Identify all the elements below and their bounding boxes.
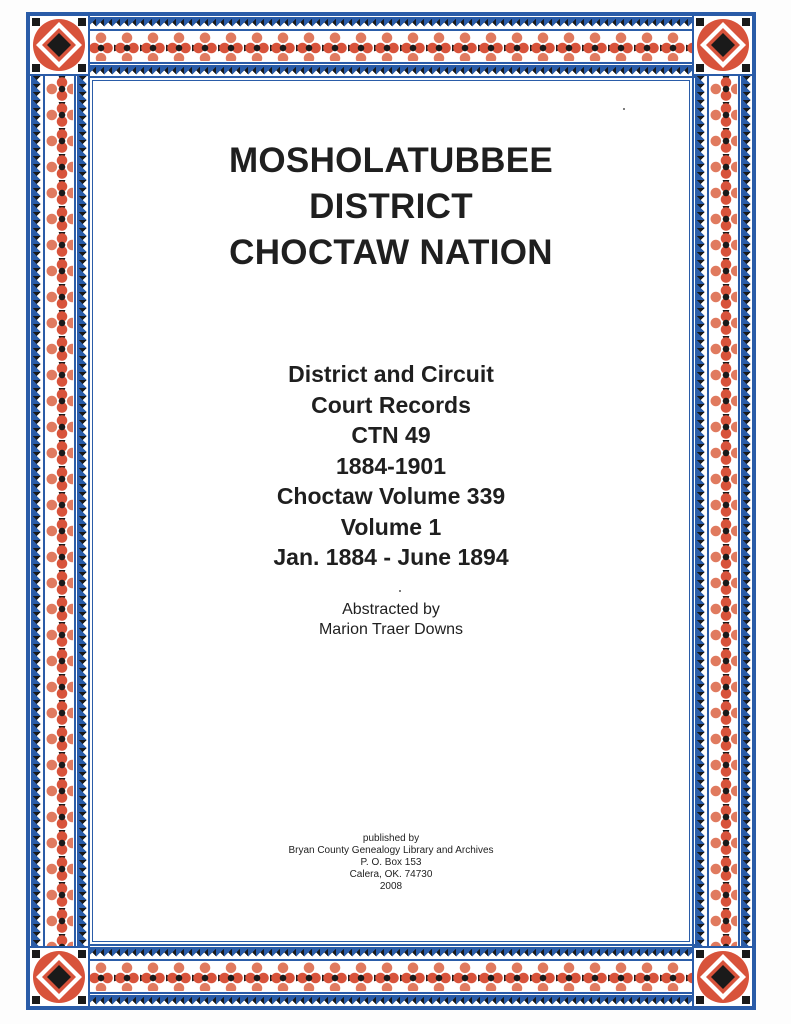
author-credit [92, 600, 690, 640]
publisher-line: published by [362, 833, 420, 844]
subtitle-line: Court Records [311, 391, 471, 418]
publisher-line: 2008 [379, 881, 403, 892]
quilt-corner-block-icon [692, 946, 754, 1008]
subtitle-line: Volume 1 [340, 513, 442, 540]
bottom-quilt-border [88, 944, 696, 1008]
abstracted-by-label: Abstracted by [342, 601, 440, 618]
page-title [92, 138, 690, 276]
subtitle-line: 1884-1901 [336, 452, 446, 479]
publisher-line: Bryan County Genealogy Library and Archives [288, 845, 494, 856]
title-line: MOSHOLATUBBEE [228, 141, 554, 180]
scan-speck [399, 590, 401, 592]
subtitle-block [92, 359, 690, 573]
publisher-line: P. O. Box 153 [360, 857, 422, 868]
quilt-corner-block-icon [28, 946, 90, 1008]
left-quilt-border [28, 76, 90, 946]
subtitle-line: Choctaw Volume 339 [276, 483, 506, 509]
subtitle-line: District and Circuit [288, 361, 494, 387]
quilt-corner-block-icon [692, 14, 754, 76]
publisher-line: Calera, OK. 74730 [349, 869, 433, 880]
right-quilt-border [692, 76, 754, 946]
subtitle-line: Jan. 1884 - June 1894 [273, 544, 509, 570]
subtitle-line: CTN 49 [351, 422, 431, 448]
title-line: DISTRICT [309, 187, 473, 226]
publisher-info [92, 833, 690, 893]
scan-speck [623, 108, 625, 110]
author-name: Marion Traer Downs [318, 621, 464, 638]
top-quilt-border [88, 14, 696, 78]
quilt-corner-block-icon [28, 14, 90, 76]
title-line: CHOCTAW NATION [229, 233, 553, 272]
